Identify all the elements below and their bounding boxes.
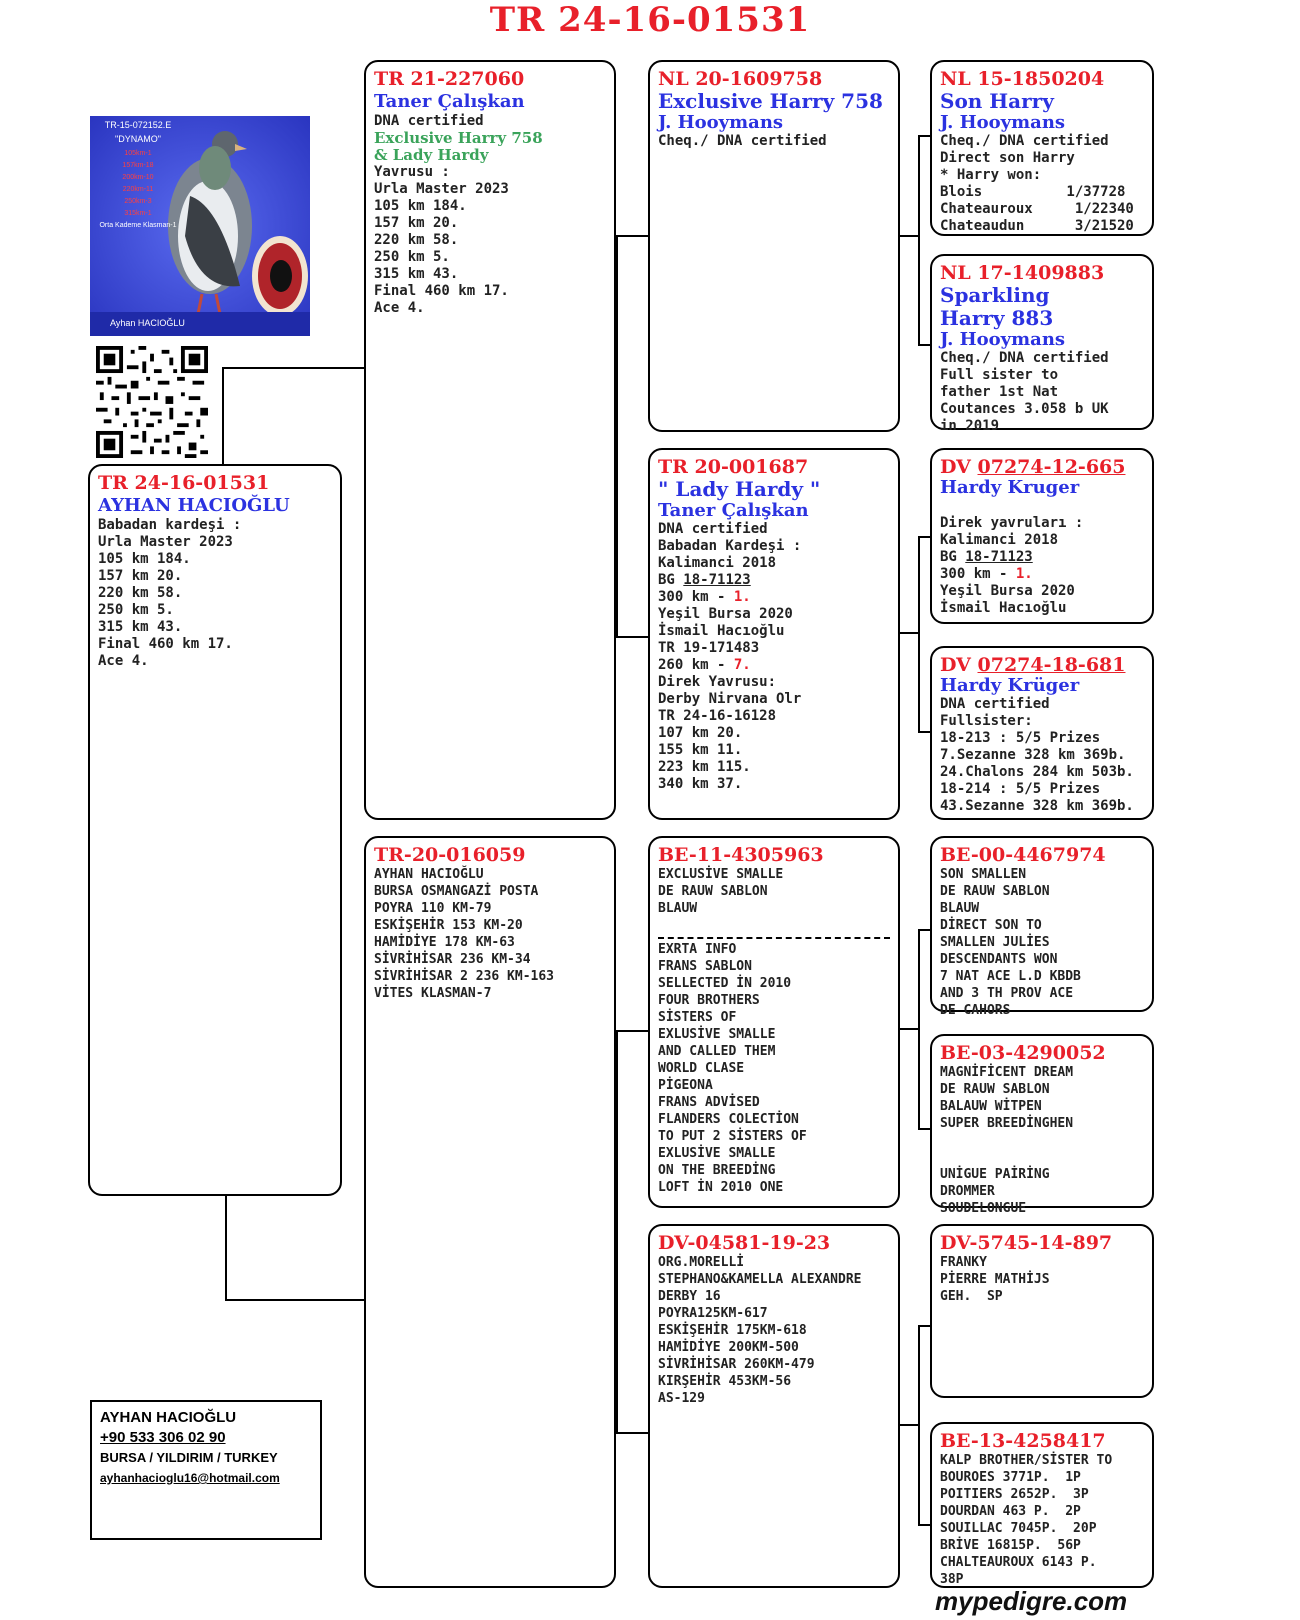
breeder-name: J. Hooymans [658,112,784,133]
ddd-card[interactable] [930,1422,1154,1588]
info-line: AND CALLED THEM [658,1044,776,1059]
ring-link[interactable]: 07274-18-681 [977,654,1126,676]
photo-result: 220km-11 [122,186,154,193]
sdd-card[interactable] [930,646,1154,820]
info-line: UNİGUE PAİRİNG [940,1167,1050,1182]
info-line: SMALLEN JULİES [940,935,1050,950]
connector [918,929,930,931]
info-prefix: 300 km - [940,566,1016,582]
info-line: KIRŞEHİR 453KM-56 [658,1374,792,1389]
info-line: DOURDAN 463 P. 2P [940,1504,1081,1519]
connector [918,929,920,1129]
ring-number: TR 21-227060 [374,68,525,90]
info-line: FLANDERS COLECTİON [658,1112,799,1127]
breeder-name: Taner Çalışkan [658,500,809,521]
info-prefix: 300 km - [658,589,734,605]
info-line: 38P [940,1572,964,1587]
info-line: SİVRİHİSAR 2 236 KM-163 [374,969,555,984]
info-line: TR 19-171483 [658,640,760,656]
contact-email[interactable]: ayhanhacioglu16@hotmail.com [100,1471,280,1485]
bird-name: Exclusive Harry 758 [658,89,883,113]
info-line: Yeşil Bursa 2020 [658,606,793,622]
info-line: Direk Yavrusu: [658,674,777,690]
info-line: in 2019 [940,418,1000,434]
info-line: BURSA OSMANGAZİ POSTA [374,884,539,899]
sire-dam-card[interactable] [648,448,900,820]
connector [918,536,920,732]
info-line: DERBY 16 [658,1289,721,1304]
connector [918,1524,930,1526]
info-line: 155 km 11. [658,742,743,758]
photo-ring: TR-15-072152.E [104,120,172,130]
connector [616,1030,648,1032]
connector [918,731,930,733]
info-line: DESCENDANTS WON [940,952,1058,967]
connector [616,1030,618,1433]
info-line: 157 km 20. [98,568,183,584]
photo-owner: Ayhan HACIOĞLU [110,318,185,328]
bird-name: Sparkling Harry 883 [940,283,1054,330]
connector [225,1299,364,1301]
info-line: İsmail Hacıoğlu [940,600,1067,616]
bird-name: Son Harry [940,89,1054,113]
info-line: 24.Chalons 284 km 503b. [940,764,1134,780]
info-line: İsmail Hacıoğlu [658,623,785,639]
info-line: POYRA125KM-617 [658,1306,768,1321]
divider [658,937,890,939]
ssd-card[interactable] [930,254,1154,434]
sss-card[interactable] [930,60,1154,236]
sire-card[interactable] [364,60,616,820]
info-line [658,589,890,606]
qr-code[interactable] [96,346,208,458]
photo-result: 200km-10 [122,174,154,181]
info-line: Derby Nirvana Olr [658,691,802,707]
info-line: POITIERS 2652P. 3P [940,1487,1089,1502]
info-line: SELLECTED İN 2010 [658,976,792,991]
info-line: PİERRE MATHİJS [940,1272,1050,1287]
info-line: DE RAUW SABLON [940,884,1050,899]
info-line: 107 km 20. [658,725,743,741]
info-line: Full sister to [940,367,1059,383]
info-line: 220 km 58. [374,232,459,248]
info-line: AND 3 TH PROV ACE [940,986,1074,1001]
info-line: ESKİŞEHİR 153 KM-20 [374,918,523,933]
ring-number: BE-03-4290052 [940,1042,1106,1064]
info-line: 157 km 20. [374,215,459,231]
info-line: Blois 1/37728 [940,184,1126,200]
ring-link[interactable]: 18-71123 [683,572,751,588]
info-line: DİRECT SON TO [940,918,1042,933]
ring-number: DV-5745-14-897 [940,1232,1113,1254]
info-line: DNA certified [658,521,768,537]
info-line: FRANS SABLON [658,959,752,974]
ring-number [940,456,1144,478]
info-line: Chateauroux 1/22340 [940,201,1134,217]
info-line: VİTES KLASMAN-7 [374,986,492,1001]
info-line: SOUILLAC 7045P. 20P [940,1521,1097,1536]
info-line: 105 km 184. [98,551,191,567]
info-line: ESKİŞEHİR 175KM-618 [658,1323,807,1338]
info-line: TO PUT 2 SİSTERS OF [658,1129,807,1144]
info-line: EXLUSİVE SMALLE [658,1146,776,1161]
info-line: BLAUW [940,901,980,916]
info-line: BRİVE 16815P. 56P [940,1538,1081,1553]
photo-results [98,148,178,232]
info-line: DROMMER [940,1184,995,1199]
info-line: HAMİDİYE 178 KM-63 [374,935,515,950]
info-line: CHALTEAUROUX 6143 P. [940,1555,1097,1570]
dam-card[interactable] [364,836,616,1588]
info-line: Ace 4. [98,653,149,669]
info-line: Ace 4. [374,300,425,316]
connector [900,1424,918,1426]
info-line: SİVRİHİSAR 236 KM-34 [374,952,531,967]
info-line [658,572,890,589]
ring-link[interactable]: 07274-12-665 [977,456,1126,478]
info-line: HAMİDİYE 200KM-500 [658,1340,799,1355]
contact-city: BURSA / YILDIRIM / TURKEY [100,1450,278,1465]
info-line: Chateaudun 3/21520 [940,218,1134,234]
pigeon-photo [90,116,310,336]
info-line: Cheq./ DNA certified [658,133,827,149]
photo-result: 250km-3 [124,198,152,205]
contact-box [90,1400,322,1540]
dam-dam-card[interactable] [648,1224,900,1588]
info-line: 18-213 : 5/5 Prizes [940,730,1101,746]
connector [222,367,364,369]
ring-number: NL 15-1850204 [940,68,1105,90]
info-line: 340 km 37. [658,776,743,792]
placing: 1. [733,589,751,605]
info-line: 43.Sezanne 328 km 369b. [940,798,1134,814]
photo-result: 105km-1 [124,150,152,157]
ring-number: BE-00-4467974 [940,844,1106,866]
info-line: FRANKY [940,1255,987,1270]
bird-name: Taner Çalışkan [374,91,525,112]
info-line: LOFT İN 2010 ONE [658,1180,784,1195]
connector [900,235,918,237]
info-line: 223 km 115. [658,759,751,775]
info-line: ORG.MORELLİ [658,1255,745,1270]
info-line: MAGNİFİCENT DREAM [940,1065,1074,1080]
dsd-card[interactable] [930,1034,1154,1216]
info-line: 7.Sezanne 328 km 369b. [940,747,1126,763]
info-line: 315 km 43. [374,266,459,282]
info-line: 105 km 184. [374,198,467,214]
connector [900,632,918,634]
info-line [940,549,1144,566]
info-line: Fullsister: [940,713,1033,729]
info-line: 220 km 58. [98,585,183,601]
sds-card[interactable] [930,448,1154,624]
info-line: Kalimanci 2018 [658,555,777,571]
info-line: Kalimanci 2018 [940,532,1059,548]
info-line: Yeşil Bursa 2020 [940,583,1075,599]
info-prefix: BG [658,572,684,588]
info-line: Direk yavruları : [940,515,1084,531]
info-line: AS-129 [658,1391,705,1406]
connector [225,1196,227,1300]
ring-prefix: DV [940,654,978,676]
info-line: ON THE BREEDİNG [658,1163,776,1178]
info-line: Cheq./ DNA certified [940,133,1109,149]
breeder-name: J. Hooymans [940,329,1066,350]
connector [918,135,930,137]
info-line: POYRA 110 KM-79 [374,901,492,916]
photo-result: Orta Kademe Klasman-1 [99,222,177,229]
ring-link[interactable]: 18-71123 [965,549,1033,565]
bird-name: " Lady Hardy " [658,477,821,501]
info-line: Babadan Kardeşi : [658,538,802,554]
dam-sire-card[interactable] [648,836,900,1208]
ring-number: BE-13-4258417 [940,1430,1106,1452]
placing: 1. [1015,566,1033,582]
ring-prefix: DV [940,456,978,478]
info-line: Cheq./ DNA certified [940,350,1109,366]
info-line: BALAUW WİTPEN [940,1099,1042,1114]
connector [616,636,648,638]
info-line: DNA certified [374,113,484,129]
bird-name: Hardy Kruger [940,477,1080,498]
connector [616,1432,648,1434]
connector [918,536,930,538]
info-line: EXRTA INFO [658,942,737,957]
bird-name: AYHAN HACIOĞLU [98,495,290,516]
connector [918,1128,930,1130]
info-line: 315 km 43. [98,619,183,635]
info-line: DNA certified [940,696,1050,712]
placing: 7. [733,657,751,673]
pedigree-title: TR 24-16-01531 [489,0,811,40]
info-line: SUPER BREEDİNGHEN [940,1116,1074,1131]
dss-card[interactable] [930,836,1154,1018]
info-line: STEPHANO&KAMELLA ALEXANDRE [658,1272,862,1287]
ring-number: TR-20-016059 [374,844,526,866]
info-line: TR 24-16-16128 [658,708,777,724]
info-line: Direct son Harry [940,150,1075,166]
info-prefix: 260 km - [658,657,734,673]
photo-result: 315km-1 [124,210,152,217]
info-line: father 1st Nat [940,384,1059,400]
info-line: FOUR BROTHERS [658,993,760,1008]
ring-number [940,654,1144,676]
connector [900,1028,918,1030]
connector [616,235,648,237]
info-line: SİVRİHİSAR 260KM-479 [658,1357,815,1372]
photo-result: 157km-18 [122,162,154,169]
connector [918,1325,930,1327]
contact-name: AYHAN HACIOĞLU [100,1409,237,1426]
connector [918,135,920,345]
info-line: GEH. SP [940,1289,1003,1304]
info-line: PİGEONA [658,1078,713,1093]
ring-number: TR 20-001687 [658,456,809,478]
ring-number: DV-04581-19-23 [658,1232,831,1254]
info-line: BOUROES 3771P. 1P [940,1470,1081,1485]
connector [918,344,930,346]
info-line: WORLD CLASE [658,1061,745,1076]
info-line: BLAUW [658,901,698,916]
main-bird-card[interactable] [88,464,342,1196]
parent-names: Exclusive Harry 758 [374,129,543,147]
info-line: DE CAHORS [940,1003,1011,1018]
info-line [658,657,890,674]
parent-names: & Lady Hardy [374,146,489,164]
info-line: Urla Master 2023 [98,534,233,550]
ring-number: NL 20-1609758 [658,68,823,90]
info-line: SON SMALLEN [940,867,1027,882]
info-line: EXLUSİVE SMALLE [658,1027,776,1042]
info-line: Babadan kardeşi : [98,517,242,533]
info-line: Coutances 3.058 b UK [940,401,1109,417]
info-line [940,566,1144,583]
info-line: 18-214 : 5/5 Prizes [940,781,1101,797]
bird-name: Hardy Krüger [940,675,1080,696]
info-line: Urla Master 2023 [374,181,509,197]
info-line: Final 460 km 17. [98,636,233,652]
info-line: KALP BROTHER/SİSTER TO [940,1453,1113,1468]
info-line: 7 NAT ACE L.D KBDB [940,969,1081,984]
info-line: DE RAUW SABLON [940,1082,1050,1097]
sire-sire-card[interactable] [648,60,900,432]
info-line: EXCLUSİVE SMALLE [658,867,784,882]
photo-name: "DYNAMO" [115,134,161,144]
connector [222,367,224,464]
connector [616,235,618,433]
ring-number: NL 17-1409883 [940,262,1105,284]
info-line: * Harry won: [940,167,1042,183]
info-line: Yavrusu : [374,164,450,180]
info-line: AYHAN HACIOĞLU [374,867,484,882]
ring-number: TR 24-16-01531 [98,472,270,494]
watermark: mypedigre.com [935,1586,1128,1616]
info-line: 250 km 5. [374,249,450,265]
contact-phone[interactable]: +90 533 306 02 90 [100,1429,226,1446]
info-line: 250 km 5. [98,602,174,618]
connector [616,433,618,637]
ring-number: BE-11-4305963 [658,844,824,866]
info-line: SİSTERS OF [658,1010,737,1025]
info-prefix: BG [940,549,966,565]
info-line: Final 460 km 17. [374,283,509,299]
connector [918,1325,920,1525]
info-line: SOUDELONGUE [940,1201,1027,1216]
info-line: DE RAUW SABLON [658,884,768,899]
breeder-name: J. Hooymans [940,112,1066,133]
info-line: FRANS ADVİSED [658,1095,760,1110]
dds-card[interactable] [930,1224,1154,1398]
